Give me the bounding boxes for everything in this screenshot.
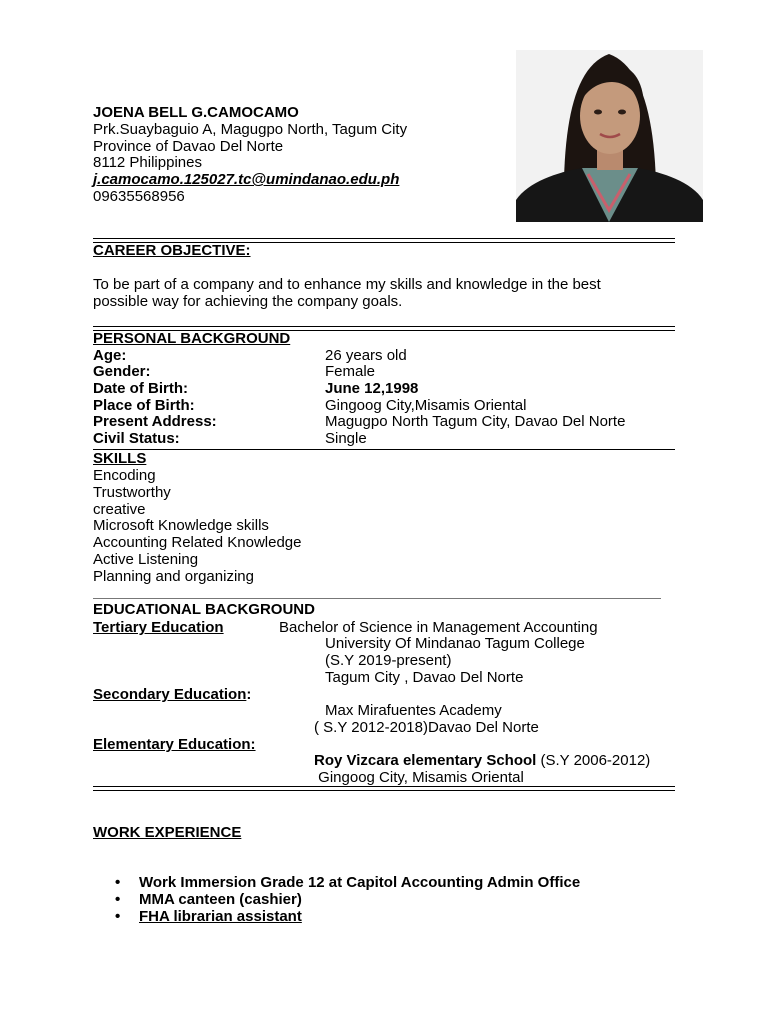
section-divider	[93, 449, 675, 450]
skill-item: Accounting Related Knowledge	[93, 534, 302, 551]
skill-item: Encoding	[93, 467, 156, 484]
skill-item: Trustworthy	[93, 484, 171, 501]
elementary-location: Gingoog City, Misamis Oriental	[314, 769, 524, 786]
birth-place-label: Place of Birth:	[93, 397, 195, 414]
present-address-value: Magugpo North Tagum City, Davao Del Norte	[325, 413, 626, 430]
gender-value: Female	[325, 363, 376, 380]
skill-item: Planning and organizing	[93, 568, 254, 585]
profile-photo	[516, 50, 703, 222]
elementary-school-line	[314, 752, 650, 769]
skill-item: Active Listening	[93, 551, 199, 568]
skill-item: Microsoft Knowledge skills	[93, 517, 269, 534]
civil-status-value: Single	[325, 430, 367, 447]
gender-label: Gender:	[93, 363, 151, 380]
address-line-1: Prk.Suaybaguio A, Magugpo North, Tagum City	[93, 121, 408, 138]
tertiary-education-label: Tertiary Education	[93, 619, 224, 636]
education-heading: EDUCATIONAL BACKGROUND	[93, 601, 315, 618]
list-item: • Work Immersion Grade 12 at Capitol Accounting Admin Office	[139, 874, 580, 891]
personal-background-heading: PERSONAL BACKGROUND	[93, 330, 291, 347]
present-address-label: Present Address:	[93, 413, 217, 430]
skills-heading: SKILLS	[93, 450, 147, 467]
secondary-years: ( S.Y 2012-2018)Davao Del Norte	[314, 719, 539, 736]
work-experience-heading: WORK EXPERIENCE	[93, 824, 242, 841]
section-divider	[93, 598, 661, 599]
phone-number: 09635568956	[93, 188, 185, 205]
address-line-3: 8112 Philippines	[93, 154, 202, 171]
skill-item: creative	[93, 501, 146, 518]
secondary-education-text: Secondary Education	[93, 686, 247, 703]
elementary-years: (S.Y 2006-2012)	[536, 752, 651, 769]
age-value: 26 years old	[325, 347, 407, 364]
civil-status-label: Civil Status:	[93, 430, 180, 447]
applicant-name: JOENA BELL G.CAMOCAMO	[93, 104, 299, 121]
secondary-school: Max Mirafuentes Academy	[325, 702, 502, 719]
age-label: Age:	[93, 347, 127, 364]
elementary-education-label: Elementary Education:	[93, 736, 256, 753]
career-objective-text-2: possible way for achieving the company goals.	[93, 293, 403, 310]
tertiary-years: (S.Y 2019-present)	[325, 652, 452, 669]
career-objective-heading: CAREER OBJECTIVE:	[93, 242, 251, 259]
tertiary-school: University Of Mindanao Tagum College	[325, 635, 585, 652]
work-experience-list	[93, 874, 580, 925]
elementary-school: Roy Vizcara elementary School	[314, 752, 537, 769]
list-item: • FHA librarian assistant	[139, 908, 580, 925]
list-item: • MMA canteen (cashier)	[139, 891, 580, 908]
tertiary-degree: Bachelor of Science in Management Accounting	[279, 619, 598, 636]
section-divider	[93, 786, 675, 791]
email-link[interactable]: j.camocamo.125027.tc@umindanao.edu.ph	[93, 171, 400, 188]
secondary-education-label	[93, 686, 251, 703]
portrait-image	[516, 50, 703, 222]
career-objective-text-1: To be part of a company and to enhance my skills and knowledge in the best	[93, 276, 601, 293]
birth-place-value: Gingoog City,Misamis Oriental	[325, 397, 527, 414]
tertiary-location: Tagum City , Davao Del Norte	[325, 669, 524, 686]
birth-date-label: Date of Birth:	[93, 380, 188, 397]
birth-date-value: June 12,1998	[325, 380, 419, 397]
secondary-education-colon: :	[246, 686, 252, 703]
address-line-2: Province of Davao Del Norte	[93, 138, 284, 155]
